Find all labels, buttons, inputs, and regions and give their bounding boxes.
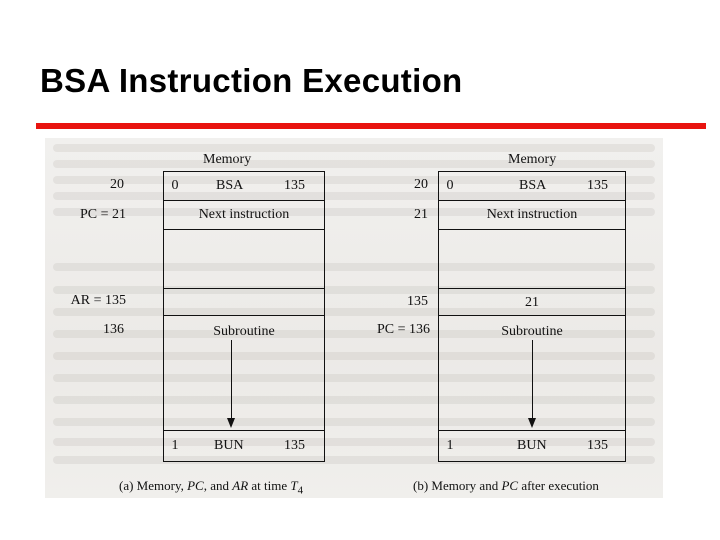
address-field-cell: 135 xyxy=(284,178,305,193)
subroutine-label: Subroutine xyxy=(213,324,275,339)
subroutine-label: Subroutine xyxy=(501,324,563,339)
arrow-head-icon xyxy=(528,418,536,428)
pc-label: PC = 136 xyxy=(376,322,430,337)
address-field-cell: 135 xyxy=(587,438,608,453)
memory-heading-b: Memory xyxy=(508,152,557,167)
address-label: 136 xyxy=(103,322,124,337)
opcode-cell: BUN xyxy=(214,438,244,453)
bleed-through-line xyxy=(53,144,655,152)
address-field-cell: 135 xyxy=(587,178,608,193)
flow-arrow xyxy=(532,340,533,420)
next-instruction-cell: Next instruction xyxy=(486,207,578,222)
address-label: 135 xyxy=(407,294,428,309)
opcode-bit-cell: 1 xyxy=(446,438,454,453)
flow-arrow xyxy=(231,340,232,420)
pc-label: PC = 21 xyxy=(79,207,126,222)
address-label: 20 xyxy=(110,177,124,192)
title-underline xyxy=(36,123,706,129)
opcode-bit-cell: 0 xyxy=(171,178,179,193)
slide-title: BSA Instruction Execution xyxy=(40,62,463,99)
memory-heading-a: Memory xyxy=(203,152,252,167)
address-label: 20 xyxy=(414,177,428,192)
caption-a: (a) Memory, PC, and AR at time $T_4$ xyxy=(119,478,304,497)
return-address-cell: 21 xyxy=(525,295,539,310)
bleed-through-line xyxy=(53,160,655,168)
arrow-head-icon xyxy=(227,418,235,428)
memory-block-a xyxy=(163,171,325,462)
opcode-cell: BUN xyxy=(517,438,547,453)
caption-b: (b) Memory and PC after execution xyxy=(413,478,599,493)
address-label: 21 xyxy=(414,207,428,222)
opcode-cell: BSA xyxy=(216,178,244,193)
opcode-bit-cell: 0 xyxy=(446,178,454,193)
address-field-cell: 135 xyxy=(284,438,305,453)
ar-label: AR = 135 xyxy=(70,293,126,308)
opcode-cell: BSA xyxy=(519,178,547,193)
opcode-bit-cell: 1 xyxy=(171,438,179,453)
next-instruction-cell: Next instruction xyxy=(198,207,290,222)
